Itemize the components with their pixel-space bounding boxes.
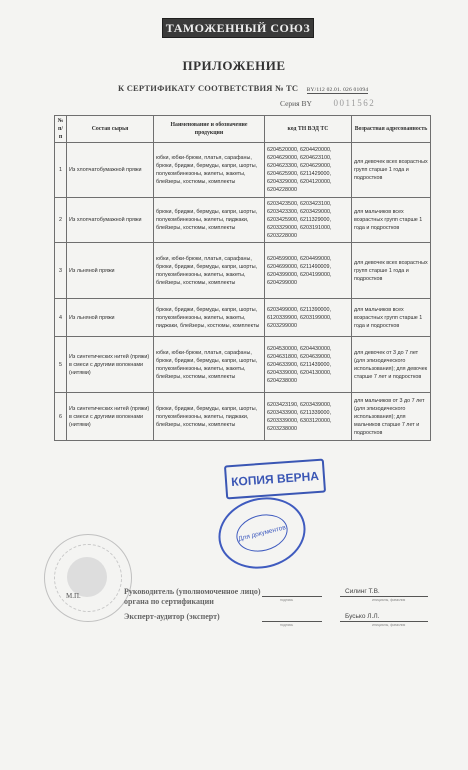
- banner-text: ТАМОЖЕННЫЙ СОЮЗ: [165, 20, 311, 35]
- copy-certified-stamp: [224, 459, 326, 500]
- row-codes: 6204520000, 6204420000, 6204629000, 6204623100, 6204623300, 6204629000, 6204625900, 6211429000, 6204329000, 6204120000, 6204228000: [265, 143, 352, 198]
- row-products: юбки, юбки-брюки, платья, сарафаны, брюки, бриджи, бермуды, капри, шорты, полукомбинезоны, жилеты, жакеты, блейзеры, костюмы, комплекты: [154, 337, 265, 393]
- row-codes: 6203499000, 6211390000, 6120339900, 6203199000, 6203299000: [265, 299, 352, 337]
- row-material: Из синтетических нитей (пряжи) в смеси с другими волокнами (нитями): [67, 337, 154, 393]
- round-stamp-text: Для документов: [237, 523, 287, 543]
- head-initials-hint: инициалы, фамилия: [372, 598, 406, 602]
- round-stamp-inner-ring: [232, 509, 291, 557]
- column-header-material: Состав сырья: [67, 116, 154, 143]
- row-codes: 6203423500, 6203423100, 6203423300, 6203429000, 6203425900, 6211329000, 6203329000, 6203191000, 6203228000: [265, 198, 352, 243]
- column-header-number: № п/п: [55, 116, 67, 143]
- table-row: [55, 337, 431, 393]
- row-products: юбки, юбки-брюки, платья, сарафаны, брюки, бриджи, бермуды, капри, шорты, полукомбинезоны, жилеты, жакеты, блейзеры, костюмы, комплекты: [154, 143, 265, 198]
- head-signature-hint: подпись: [280, 598, 294, 602]
- row-material: Из хлопчатобумажной пряжи: [67, 198, 154, 243]
- series-number: 0011562: [333, 98, 376, 108]
- row-number: 2: [55, 198, 67, 243]
- row-material: Из льняной пряжи: [67, 299, 154, 337]
- row-products: брюки, бриджи, бермуды, капри, шорты, полукомбинезоны, жилеты, пиджаки, блейзеры, костюмы, комплекты: [154, 198, 265, 243]
- expert-signatory-label: Эксперт-аудитор (эксперт): [124, 612, 220, 621]
- row-age: для мальчиков всех возрастных групп старше 1 года и подростков: [352, 299, 431, 337]
- row-age: для девочек всех возрастных групп старше 1 года и подростков: [352, 143, 431, 198]
- row-number: 1: [55, 143, 67, 198]
- expert-signature-hint: подпись: [280, 623, 294, 627]
- row-age: для девочек всех возрастных групп старше 1 года и подростков: [352, 243, 431, 299]
- customs-union-banner: [162, 18, 314, 38]
- row-material: Из синтетических нитей (пряжи) в смеси с другими волокнами (нитями): [67, 393, 154, 441]
- expert-signatory-name: Бусько Л.Л.: [345, 613, 380, 620]
- column-header-products: Наименование и обозначение продукции: [154, 116, 265, 143]
- table-row: [55, 143, 431, 198]
- expert-initials-hint: инициалы, фамилия: [372, 623, 406, 627]
- row-codes: 6204599000, 6204499000, 6204699000, 6211490009, 6204399000, 6204199000, 6204299000: [265, 243, 352, 299]
- expert-signature-line: [262, 621, 322, 622]
- certificate-number: BY/112 02.01. 026 01094: [306, 87, 369, 93]
- series-label: Серия BY: [280, 99, 312, 108]
- row-number: 5: [55, 337, 67, 393]
- row-products: брюки, бриджи, бермуды, капри, шорты, полукомбинезоны, жилеты, жакеты, пиджаки, блейзеры, костюмы, комплекты: [154, 299, 265, 337]
- table-header-row: [55, 116, 431, 143]
- products-table: [54, 115, 431, 441]
- table-row: [55, 198, 431, 243]
- seal-emblem-icon: [67, 557, 107, 597]
- table-row: [55, 393, 431, 441]
- row-number: 4: [55, 299, 67, 337]
- row-codes: 6204530000, 6204430000, 6204631800, 6204639000, 6204633900, 6211439000, 6204339000, 6204130000, 6204238000: [265, 337, 352, 393]
- row-age: для девочек от 3 до 7 лет (для эпизодического использования); для девочек старше 7 лет и подростков: [352, 337, 431, 393]
- row-age: для мальчиков от 3 до 7 лет (для эпизодического использования); для мальчиков старше 7 лет и подростков: [352, 393, 431, 441]
- head-signature-line: [262, 596, 322, 597]
- seal-place-label: М.П.: [66, 592, 81, 600]
- certificate-label: К СЕРТИФИКАТУ СООТВЕТСТВИЯ № ТС: [118, 83, 299, 93]
- copy-stamp-text: КОПИЯ ВЕРНА: [230, 468, 320, 490]
- row-number: 3: [55, 243, 67, 299]
- row-material: Из льняной пряжи: [67, 243, 154, 299]
- row-codes: 6203423190, 6203439000, 6203433900, 6211339000, 6203339000, 6303120000, 6203238000: [265, 393, 352, 441]
- row-products: брюки, бриджи, бермуды, капри, шорты, полукомбинезоны, жилеты, пиджаки, блейзеры, костюмы, комплекты: [154, 393, 265, 441]
- page-title: ПРИЛОЖЕНИЕ: [182, 58, 286, 73]
- table-row: [55, 299, 431, 337]
- column-header-age: Возрастная адресованность: [352, 116, 431, 143]
- certificate-reference: [118, 83, 368, 93]
- row-age: для мальчиков всех возрастных групп старше 1 года и подростков: [352, 198, 431, 243]
- state-emblem-seal: [44, 534, 132, 622]
- row-number: 6: [55, 393, 67, 441]
- table-row: [55, 243, 431, 299]
- head-signatory-name: Силинг Т.В.: [345, 588, 380, 595]
- column-header-codes: код ТН ВЭД ТС: [265, 116, 352, 143]
- round-stamp: [211, 488, 313, 577]
- head-name-line: [340, 596, 428, 597]
- series-line: [280, 98, 375, 108]
- expert-name-line: [340, 621, 428, 622]
- head-signatory-label: Руководитель (уполномоченное лицо) органа по сертификации: [124, 587, 261, 606]
- row-material: Из хлопчатобумажной пряжи: [67, 143, 154, 198]
- row-products: юбки, юбки-брюки, платья, сарафаны, брюки, бриджи, бермуды, капри, шорты, полукомбинезоны, жилеты, жакеты, блейзеры, костюмы, комплекты: [154, 243, 265, 299]
